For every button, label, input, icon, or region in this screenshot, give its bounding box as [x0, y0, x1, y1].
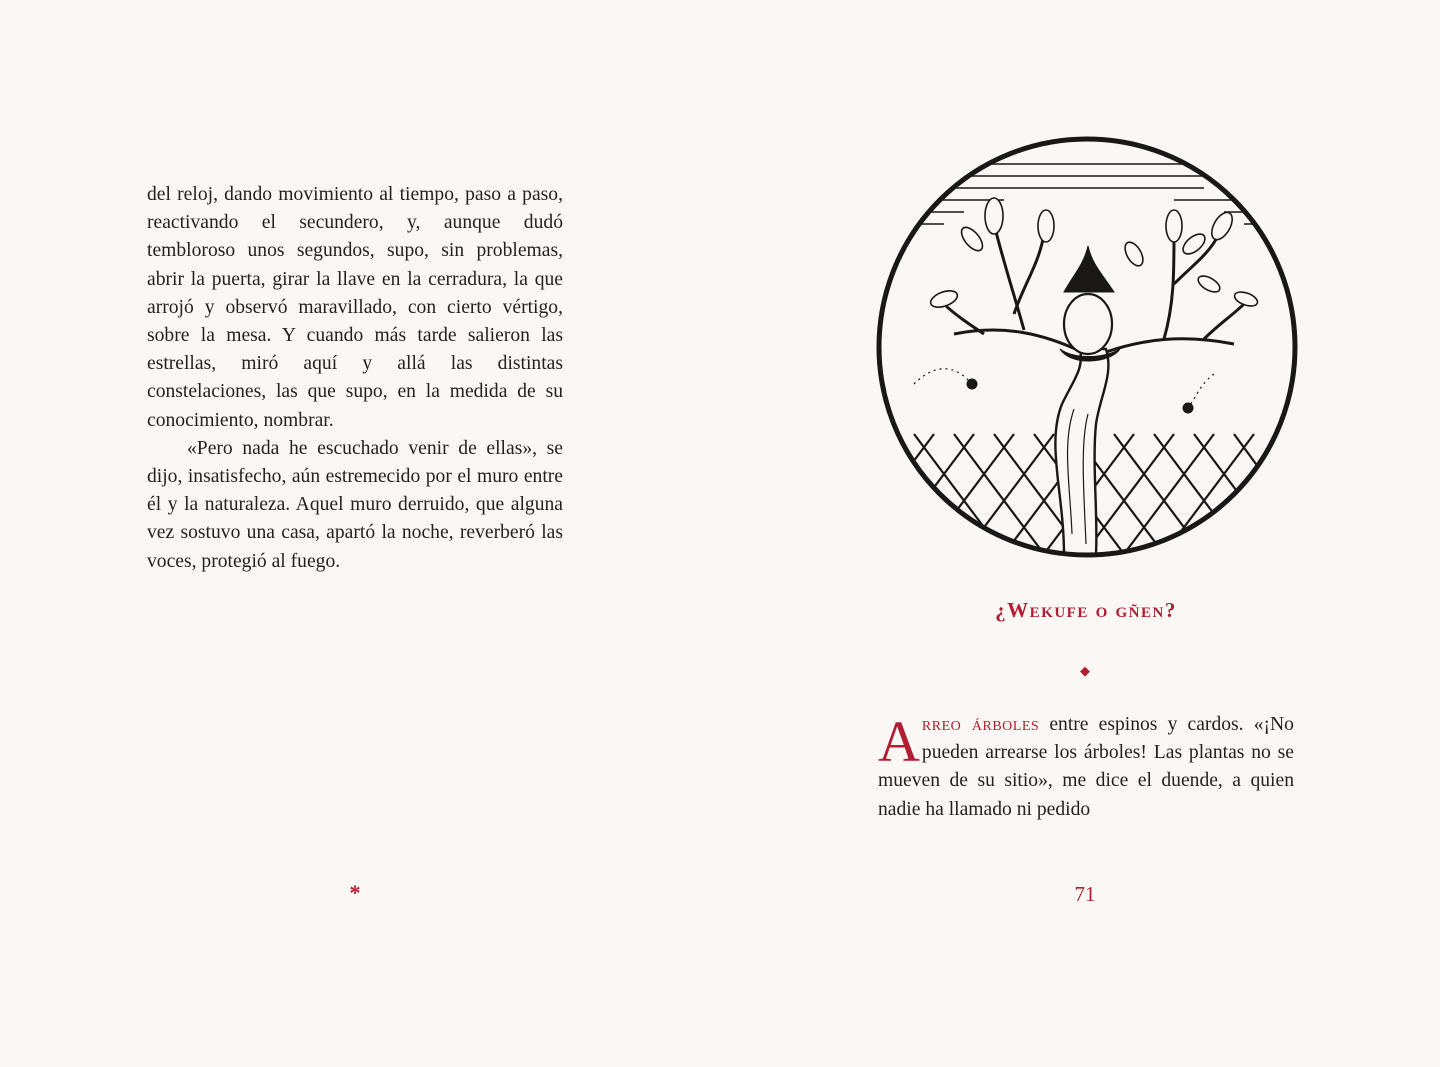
chapter-opening-paragraph [878, 711, 1294, 824]
left-page-text [147, 181, 563, 576]
drop-cap: A [878, 709, 920, 774]
lead-in-small-caps: rreo árboles [921, 714, 1040, 735]
circular-illustration [874, 134, 1300, 560]
diamond-ornament-icon: ◆ [1080, 663, 1090, 678]
footer-asterisk: * [349, 880, 361, 905]
paragraph-1: del reloj, dando movimiento al tiempo, paso a paso, reactivando el secundero, y, aunque dudó tembloroso unos segundos, supo, sin problemas, abrir la puerta, girar la llave en la cerradura, la que arrojó y observó maravillado, con cierto vértigo, sobre la mesa. Y cuando más tarde salieron las estrellas, miró aquí y allá las distintas constelaciones, las que supo, en la medida de su conocimiento, nombrar. [147, 184, 563, 431]
paragraph-2: «Pero nada he escuchado venir de ellas», se dijo, insatisfecho, aún estremecido por el muro entre él y la naturaleza. Aquel muro derruido, que alguna vez sostuvo una casa, apartó la noche, reverberó las voces, protegió al fuego. [147, 437, 563, 572]
page-number: 71 [1074, 882, 1096, 906]
body-text: entre espinos y cardos. «¡No pueden arrearse los árboles! Las plantas no se mueven de su sitio», me dice el duende, a quien nadie ha llamado ni pedido [878, 714, 1294, 820]
chapter-title: ¿Wekufe o gñen? [995, 598, 1177, 622]
